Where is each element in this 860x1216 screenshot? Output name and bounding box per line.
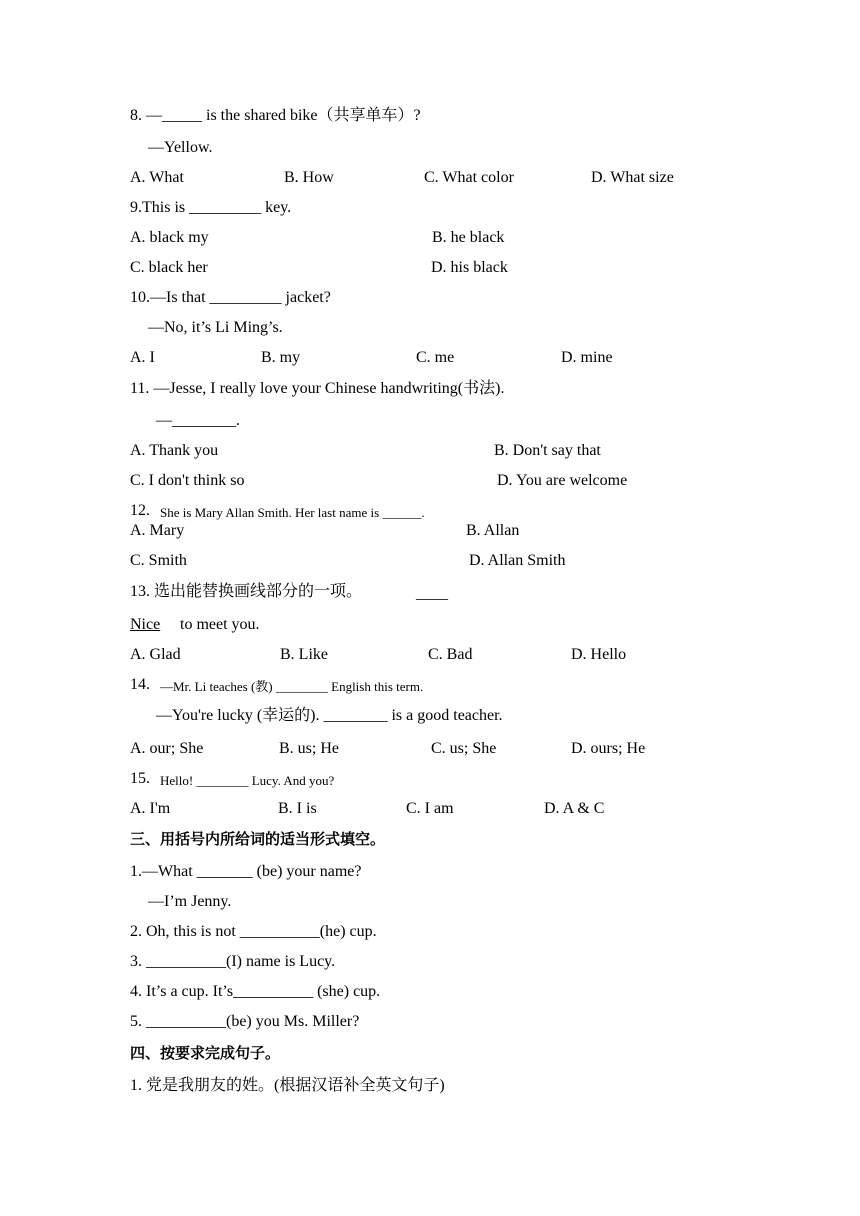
q10-option-c: C. me: [416, 349, 455, 366]
q8-stem: 8. —_____ is the shared bike（共享单车）?: [130, 107, 421, 124]
q15-number: 15.: [130, 770, 150, 787]
q10-reply: —No, it’s Li Ming’s.: [148, 319, 283, 336]
q15-option-a: A. I'm: [130, 800, 171, 817]
section4-item-1: 1. 党是我朋友的姓。(根据汉语补全英文句子): [130, 1077, 445, 1094]
q14-reply: —You're lucky (幸运的). ________ is a good teacher.: [156, 707, 503, 724]
q12-option-d: D. Allan Smith: [469, 552, 566, 569]
section3-item-1: 1.—What _______ (be) your name?: [130, 863, 362, 880]
section4-title: 四、按要求完成句子。: [130, 1044, 281, 1062]
q11-reply: —________.: [156, 412, 240, 429]
q12-number: 12.: [130, 502, 150, 519]
q9-stem: 9.This is _________ key.: [130, 199, 292, 216]
q13-blank: ____: [416, 585, 448, 602]
q9-option-a: A. black my: [130, 229, 209, 246]
q13-option-c: C. Bad: [428, 646, 473, 663]
q10-option-a: A. I: [130, 349, 155, 366]
q11-option-c: C. I don't think so: [130, 472, 245, 489]
q10-option-b: B. my: [261, 349, 301, 366]
q15-stem: Hello! ________ Lucy. And you?: [160, 773, 335, 788]
q10-stem: 10.—Is that _________ jacket?: [130, 289, 331, 306]
section3-item-2: 2. Oh, this is not __________(he) cup.: [130, 923, 377, 940]
q15-option-b: B. I is: [278, 800, 317, 817]
q8-reply: —Yellow.: [148, 139, 213, 156]
q15-option-d: D. A & C: [544, 800, 605, 817]
q9-option-b: B. he black: [432, 229, 505, 246]
section3-item-3: 3. __________(I) name is Lucy.: [130, 953, 336, 970]
section3-item-1-reply: —I’m Jenny.: [148, 893, 232, 910]
q13-stem: 13. 选出能替换画线部分的一项。: [130, 583, 363, 600]
q14-option-b: B. us; He: [279, 740, 339, 757]
q9-option-d: D. his black: [431, 259, 508, 276]
section3-item-5: 5. __________(be) you Ms. Miller?: [130, 1013, 360, 1030]
q8-option-b: B. How: [284, 169, 334, 186]
q14-stem: —Mr. Li teaches (教) ________ English this term.: [160, 679, 424, 694]
q8-option-d: D. What size: [591, 169, 674, 186]
section3-title: 三、用括号内所给词的适当形式填空。: [130, 830, 386, 848]
q10-option-d: D. mine: [561, 349, 613, 366]
q13-sentence-rest: to meet you.: [180, 616, 260, 633]
section3-item-4: 4. It’s a cup. It’s__________ (she) cup.: [130, 983, 381, 1000]
q14-option-c: C. us; She: [431, 740, 497, 757]
q11-option-a: A. Thank you: [130, 442, 219, 459]
q12-option-b: B. Allan: [466, 522, 520, 539]
q14-number: 14.: [130, 676, 150, 693]
q11-stem: 11. —Jesse, I really love your Chinese handwriting(书法).: [130, 380, 505, 397]
q12-stem: She is Mary Allan Smith. Her last name is ______.: [160, 505, 425, 520]
q14-option-a: A. our; She: [130, 740, 204, 757]
q13-option-d: D. Hello: [571, 646, 627, 663]
q13-option-b: B. Like: [280, 646, 328, 663]
q15-option-c: C. I am: [406, 800, 454, 817]
q12-option-c: C. Smith: [130, 552, 187, 569]
q9-option-c: C. black her: [130, 259, 208, 276]
q13-option-a: A. Glad: [130, 646, 181, 663]
q11-option-b: B. Don't say that: [494, 442, 601, 459]
q8-option-a: A. What: [130, 169, 184, 186]
q11-option-d: D. You are welcome: [497, 472, 628, 489]
q14-option-d: D. ours; He: [571, 740, 646, 757]
q12-option-a: A. Mary: [130, 522, 185, 539]
q8-option-c: C. What color: [424, 169, 514, 186]
q13-underlined-word: Nice: [130, 616, 161, 633]
